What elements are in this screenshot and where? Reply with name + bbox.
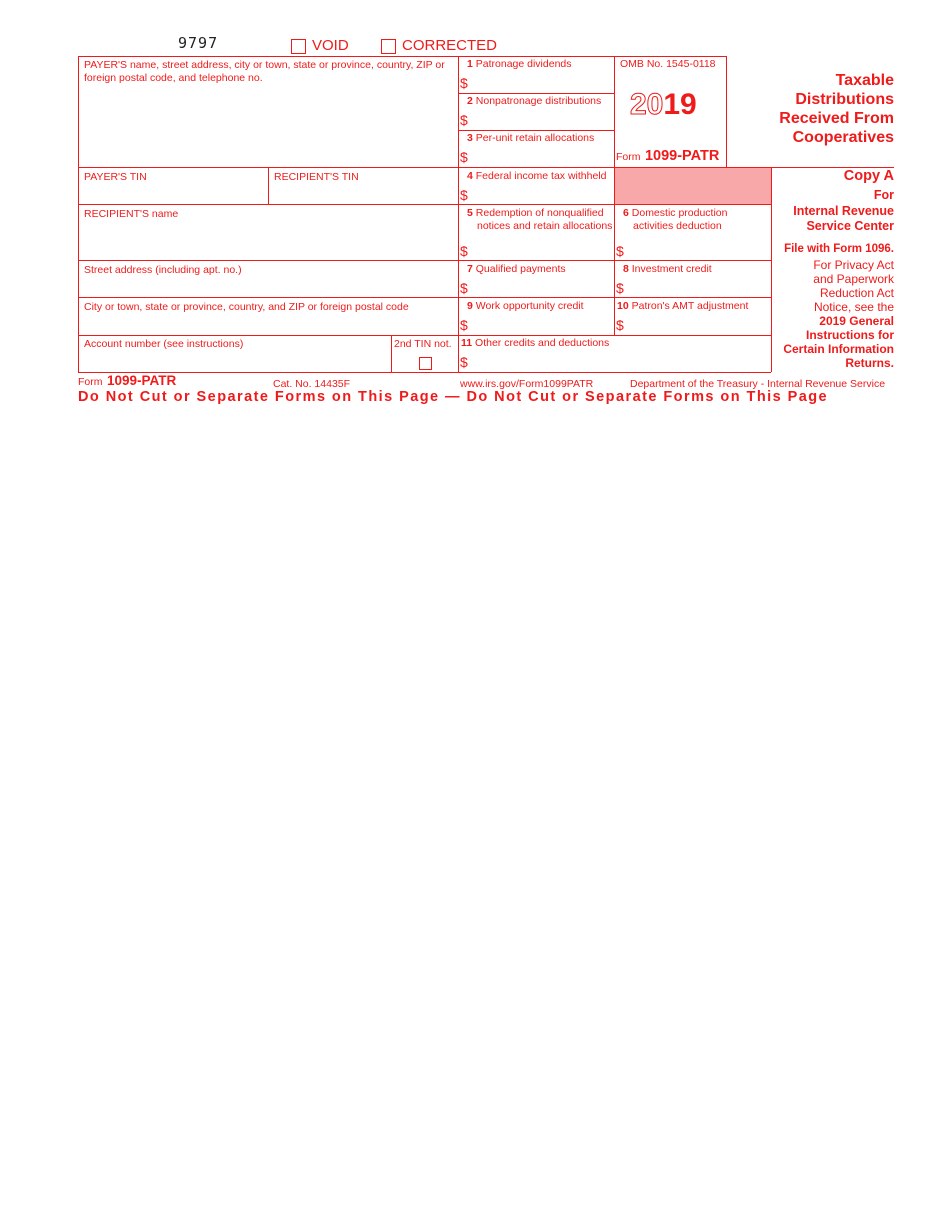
- box11-amount-field[interactable]: [474, 351, 769, 371]
- recipient-name-field[interactable]: [80, 222, 456, 258]
- box7-label: 7 Qualified payments: [467, 263, 566, 275]
- box9-label: 9 Work opportunity credit: [467, 300, 584, 312]
- box1-amount-field[interactable]: [474, 72, 612, 92]
- box1-currency: $: [460, 75, 468, 91]
- box4-currency: $: [460, 187, 468, 203]
- box2-label: 2 Nonpatronage distributions: [467, 95, 602, 107]
- box10-currency: $: [616, 317, 624, 333]
- payer-tin-label: PAYER'S TIN: [84, 171, 147, 183]
- second-tin-checkbox[interactable]: [419, 357, 432, 370]
- box10-amount-field[interactable]: [630, 314, 769, 333]
- box7-amount-field[interactable]: [474, 277, 612, 296]
- account-number-label: Account number (see instructions): [84, 338, 244, 350]
- department-line: Department of the Treasury - Internal Revenue Service: [630, 378, 886, 390]
- irs-url: www.irs.gov/Form1099PATR: [460, 378, 594, 390]
- omb-number: OMB No. 1545-0118: [620, 58, 716, 70]
- box9-currency: $: [460, 317, 468, 333]
- box2-amount-field[interactable]: [474, 109, 612, 129]
- second-tin-label: 2nd TIN not.: [394, 338, 452, 350]
- box1-label: 1 Patronage dividends: [467, 58, 572, 70]
- recipient-tin-field[interactable]: [270, 184, 456, 203]
- account-number-field[interactable]: [80, 352, 389, 371]
- box3-currency: $: [460, 149, 468, 165]
- box4-label: 4 Federal income tax withheld: [467, 170, 607, 182]
- recipient-name-label: RECIPIENT'S name: [84, 208, 179, 220]
- copy-a-for-irs: For Internal Revenue Service Center: [793, 188, 894, 233]
- file-with-form: File with Form 1096.: [784, 243, 894, 255]
- recipient-tin-label: RECIPIENT'S TIN: [274, 171, 359, 183]
- box10-label: 10 Patron's AMT adjustment: [617, 300, 749, 312]
- box2-currency: $: [460, 112, 468, 128]
- tax-year-solid: 19: [663, 88, 697, 121]
- city-label: City or town, state or province, country, and ZIP or foreign postal code: [84, 301, 409, 313]
- box3-amount-field[interactable]: [474, 146, 612, 166]
- city-field[interactable]: [80, 315, 456, 334]
- copy-a-title: Copy A: [843, 168, 894, 184]
- box9-amount-field[interactable]: [474, 314, 612, 333]
- box3-label: 3 Per-unit retain allocations: [467, 132, 595, 144]
- box11-label: 11 Other credits and deductions: [461, 337, 610, 349]
- payer-info-field[interactable]: [80, 85, 456, 165]
- box5-label: 5 Redemption of nonqualified notices and retain allocations: [467, 207, 613, 232]
- tax-year-outline: 20: [630, 88, 664, 121]
- box8-label: 8 Investment credit: [623, 263, 712, 275]
- do-not-cut-warning: Do Not Cut or Separate Forms on This Page — Do Not Cut or Separate Forms on This Page: [78, 389, 829, 405]
- shaded-box: [615, 168, 771, 204]
- payer-tin-field[interactable]: [80, 184, 266, 203]
- box8-amount-field[interactable]: [630, 277, 769, 296]
- tax-year: [630, 88, 697, 122]
- corrected-checkbox[interactable]: [381, 39, 396, 54]
- box6-label: 6 Domestic production activities deduction: [623, 207, 728, 232]
- box4-amount-field[interactable]: [474, 184, 612, 203]
- form-code: 9797: [178, 34, 219, 52]
- form-title: Taxable Distributions Received From Cooperatives: [779, 72, 894, 146]
- omb-form-name: Form 1099-PATR: [616, 148, 720, 164]
- street-address-label: Street address (including apt. no.): [84, 264, 242, 276]
- privacy-notice: For Privacy Act and Paperwork Reduction Act Notice, see the 2019 General Instructions for Certain Information Returns.: [783, 258, 894, 370]
- box6-amount-field[interactable]: [630, 240, 769, 259]
- footer-form-name: Form 1099-PATR: [78, 373, 177, 388]
- box6-currency: $: [616, 243, 624, 259]
- payer-info-label: PAYER'S name, street address, city or town, state or province, country, ZIP or foreign postal code, and telephone no.: [84, 59, 445, 84]
- catalog-number: Cat. No. 14435F: [273, 378, 351, 390]
- corrected-label: CORRECTED: [402, 37, 498, 54]
- street-address-field[interactable]: [80, 278, 456, 296]
- box11-currency: $: [460, 354, 468, 370]
- void-label: VOID: [312, 37, 349, 54]
- box5-currency: $: [460, 243, 468, 259]
- box5-amount-field[interactable]: [474, 240, 612, 259]
- void-checkbox[interactable]: [291, 39, 306, 54]
- box7-currency: $: [460, 280, 468, 296]
- box8-currency: $: [616, 280, 624, 296]
